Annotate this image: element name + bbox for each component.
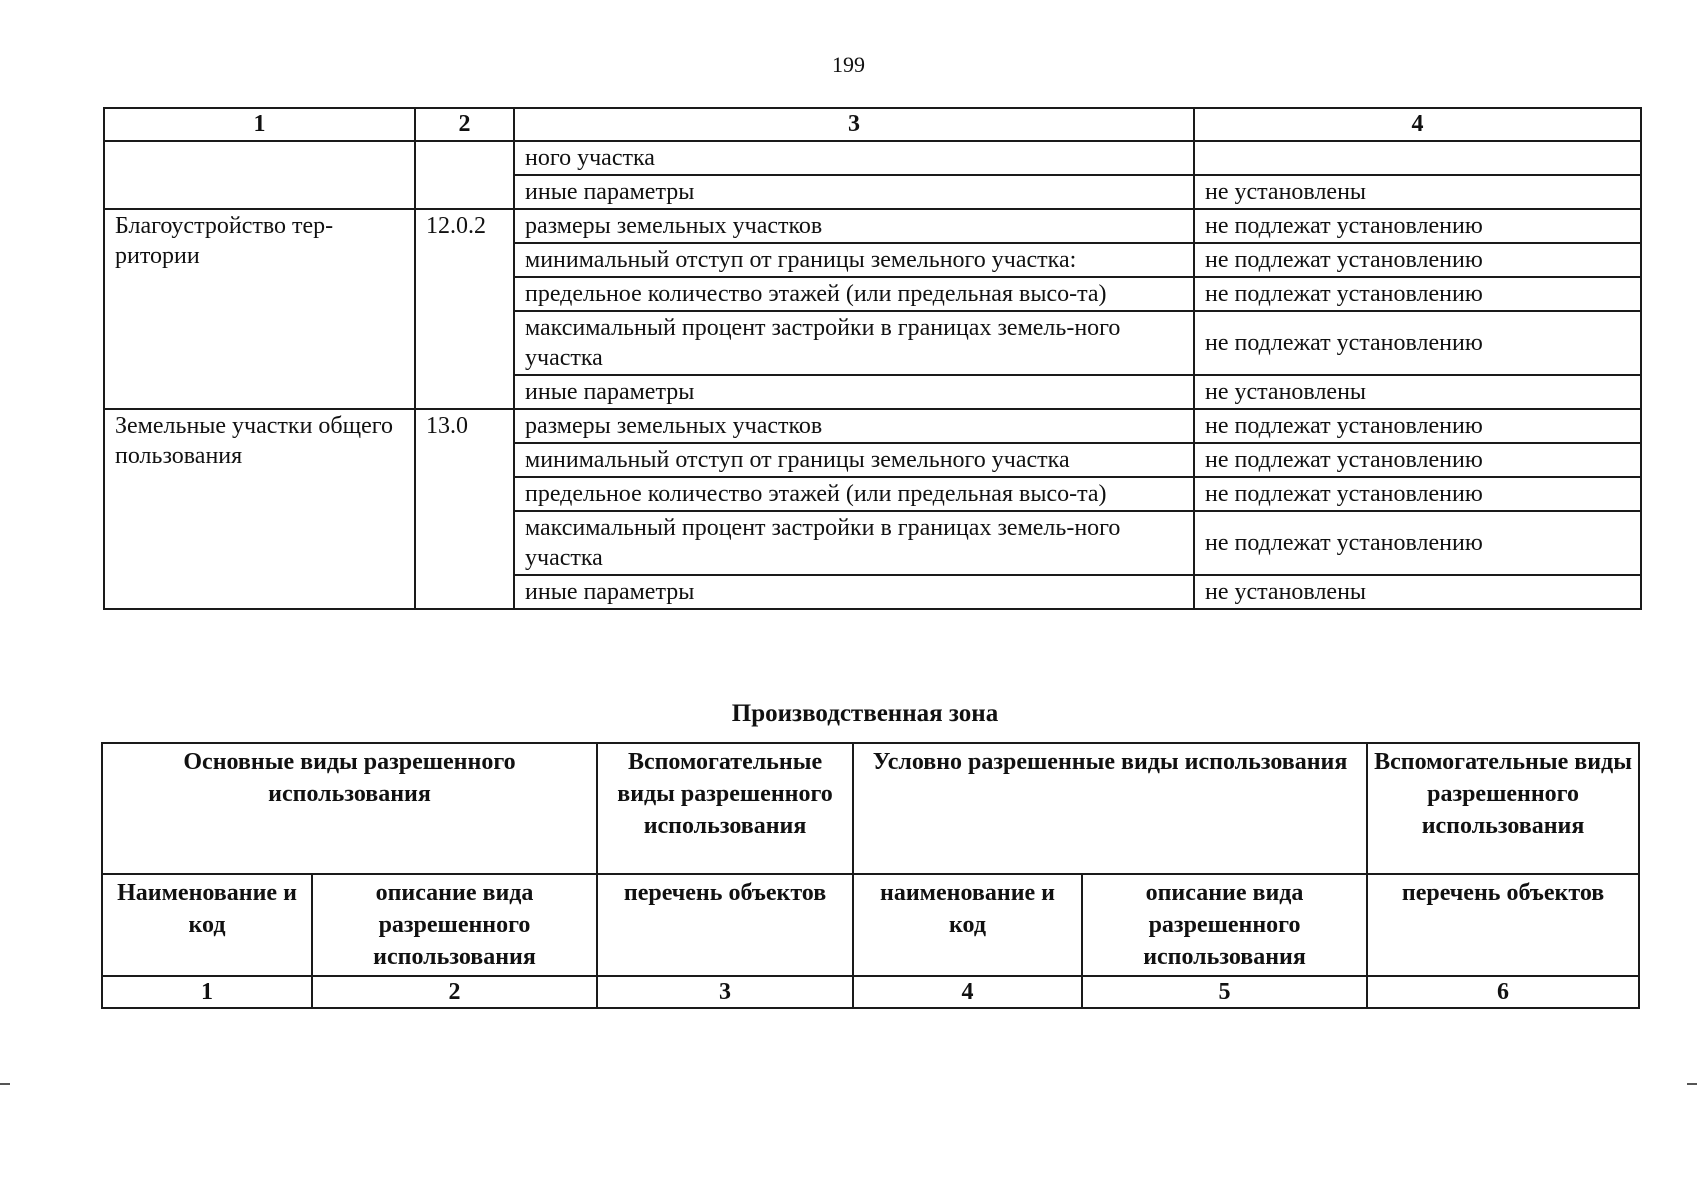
use-code-cell: 13.0 [415,409,514,609]
use-name-cell: Благоустройство тер-ритории [104,209,415,409]
sub-header: описание вида разрешенного использования [312,874,597,976]
sub-header: перечень объектов [597,874,853,976]
sub-header: Наименование и код [102,874,312,976]
use-name-cell [104,141,415,209]
param-cell: ного участка [514,141,1194,175]
table-header-row [104,108,1641,141]
zone-title: Производственная зона [731,700,999,727]
group-header-auxiliary-uses: Вспомогательные виды разрешенного использования [597,743,853,874]
scan-edge-mark [0,1083,10,1085]
column-number: 3 [597,976,853,1008]
value-cell: не подлежат установлению [1194,477,1641,511]
param-cell: минимальный отступ от границы земельного участка [514,443,1194,477]
group-header-main-uses: Основные виды разрешенного использования [102,743,597,874]
table-row [104,141,1641,175]
param-cell: максимальный процент застройки в границах земель-ного участка [514,511,1194,575]
sub-header: наименование и код [853,874,1082,976]
value-cell: не установлены [1194,575,1641,609]
value-cell [1194,141,1641,175]
column-number: 1 [102,976,312,1008]
column-number: 6 [1367,976,1639,1008]
value-cell: не подлежат установлению [1194,409,1641,443]
param-cell: иные параметры [514,375,1194,409]
value-cell: не подлежат установлению [1194,311,1641,375]
value-cell: не подлежат установлению [1194,277,1641,311]
column-number: 5 [1082,976,1367,1008]
use-code-cell [415,141,514,209]
column-header: 4 [1194,108,1641,141]
value-cell: не подлежат установлению [1194,243,1641,277]
column-number-row [102,976,1639,1008]
sub-header-row [102,874,1639,976]
group-header-conditional-uses: Условно разрешенные виды использования [853,743,1367,874]
column-header: 1 [104,108,415,141]
table-row [104,409,1641,443]
group-header-row [102,743,1639,874]
param-cell: иные параметры [514,175,1194,209]
value-cell: не подлежат установлению [1194,443,1641,477]
value-cell: не подлежат установлению [1194,209,1641,243]
param-cell: предельное количество этажей (или предельная высо-та) [514,277,1194,311]
table-row [104,209,1641,243]
use-code-cell: 12.0.2 [415,209,514,409]
param-cell: предельное количество этажей (или предельная высо-та) [514,477,1194,511]
param-cell: максимальный процент застройки в границах земель-ного участка [514,311,1194,375]
value-cell: не подлежат установлению [1194,511,1641,575]
column-header: 2 [415,108,514,141]
sub-header: описание вида разрешенного использования [1082,874,1367,976]
column-number: 4 [853,976,1082,1008]
group-header-auxiliary-uses: Вспомогательные виды разрешенного использования [1367,743,1639,874]
scan-edge-mark [1687,1083,1697,1085]
page-number: 199 [832,52,865,77]
param-cell: размеры земельных участков [514,409,1194,443]
use-name-cell: Земельные участки общего пользования [104,409,415,609]
column-header: 3 [514,108,1194,141]
param-cell: размеры земельных участков [514,209,1194,243]
param-cell: иные параметры [514,575,1194,609]
param-cell: минимальный отступ от границы земельного участка: [514,243,1194,277]
value-cell: не установлены [1194,175,1641,209]
parameters-table [103,107,1642,610]
sub-header: перечень объектов [1367,874,1639,976]
column-number: 2 [312,976,597,1008]
zone-uses-table [101,742,1640,1009]
value-cell: не установлены [1194,375,1641,409]
